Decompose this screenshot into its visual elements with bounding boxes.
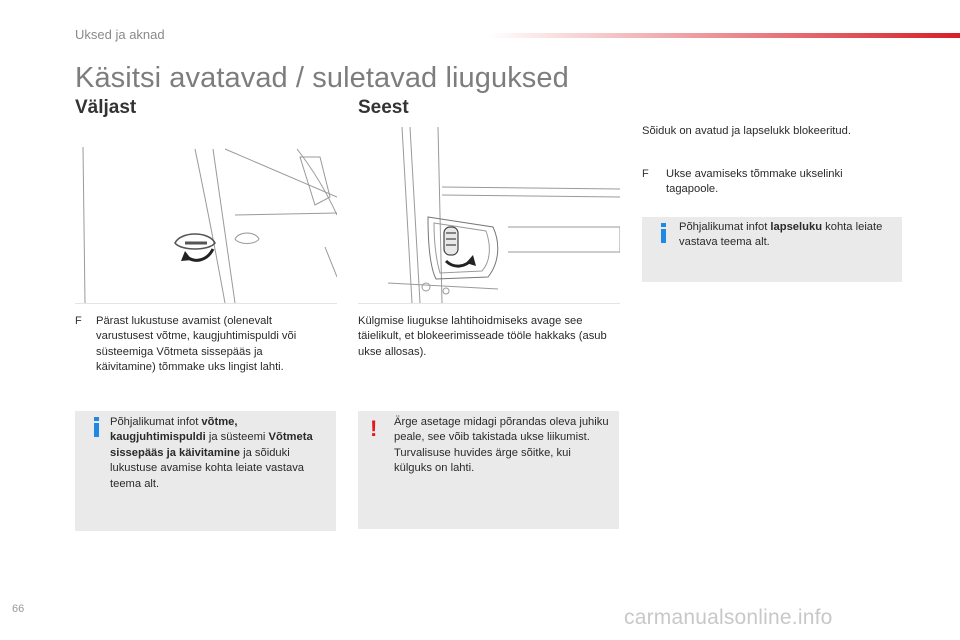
info-text: kohta leiate vastava teema alt. xyxy=(679,221,883,249)
inside-text: Külgmise liugukse lahtihoidmiseks avage see täielikult, et blokeerimisseade tööle hakkaks (asub ukse allosas). xyxy=(358,315,607,358)
child-lock-info-text xyxy=(679,220,891,251)
outside-step xyxy=(75,314,325,376)
info-bold-keyless: Võtmeta sissepääs ja käivitamine xyxy=(110,431,313,459)
warning-icon: ! xyxy=(370,416,378,441)
child-lock-note: Sõiduk on avatud ja lapselukk blokeeritud. xyxy=(642,125,851,137)
step-bullet: F xyxy=(75,315,82,327)
outside-info-text xyxy=(110,415,326,492)
info-text: ja süsteemi xyxy=(205,431,269,444)
inside-step-text: Ukse avamiseks tõmmake ukselinki tagapoole. xyxy=(666,168,843,196)
inside-door-lock-illustration xyxy=(358,127,620,304)
info-text: ja sõiduki lukustuse avamise kohta leiate vastava teema alt. xyxy=(110,446,305,490)
outside-door-handle-illustration xyxy=(75,127,337,304)
heading-outside: Väljast xyxy=(75,97,137,118)
info-icon xyxy=(654,223,672,243)
heading-inside: Seest xyxy=(358,97,409,118)
header-accent-bar xyxy=(488,33,960,38)
outside-step-text: Pärast lukustuse avamist (olenevalt varustusest võtme, kaugjuhtimispuldi või süsteemiga Võtmeta sissepääs ja käivitamine) tõmmake uks lingist lahti. xyxy=(96,315,297,374)
inside-step xyxy=(642,167,892,198)
info-icon xyxy=(87,417,105,437)
child-lock-info-box xyxy=(642,217,902,282)
warning-text xyxy=(394,415,610,477)
page-number: 66 xyxy=(12,603,25,615)
info-text: Põhjalikumat infot xyxy=(110,416,202,428)
info-bold-keys: võtme, kaugjuhtimispuldi xyxy=(110,416,238,444)
warning-para-1: Ärge asetage midagi põrandas oleva juhiku peale, see võib takistada ukse liikumist. xyxy=(394,416,609,444)
info-bold-child-lock: lapseluku xyxy=(770,221,823,233)
inside-warning-box xyxy=(358,411,619,529)
section-title: Uksed ja aknad xyxy=(75,27,165,42)
page-title: Käsitsi avatavad / suletavad liuguksed xyxy=(75,62,569,94)
info-text: Põhjalikumat infot xyxy=(679,221,771,233)
outside-info-box xyxy=(75,411,336,531)
warning-para-2: Turvalisuse huvides ärge sõitke, kui külguks on lahti. xyxy=(394,446,571,475)
step-bullet: F xyxy=(642,168,649,180)
watermark: carmanualsonline.info xyxy=(624,606,833,629)
